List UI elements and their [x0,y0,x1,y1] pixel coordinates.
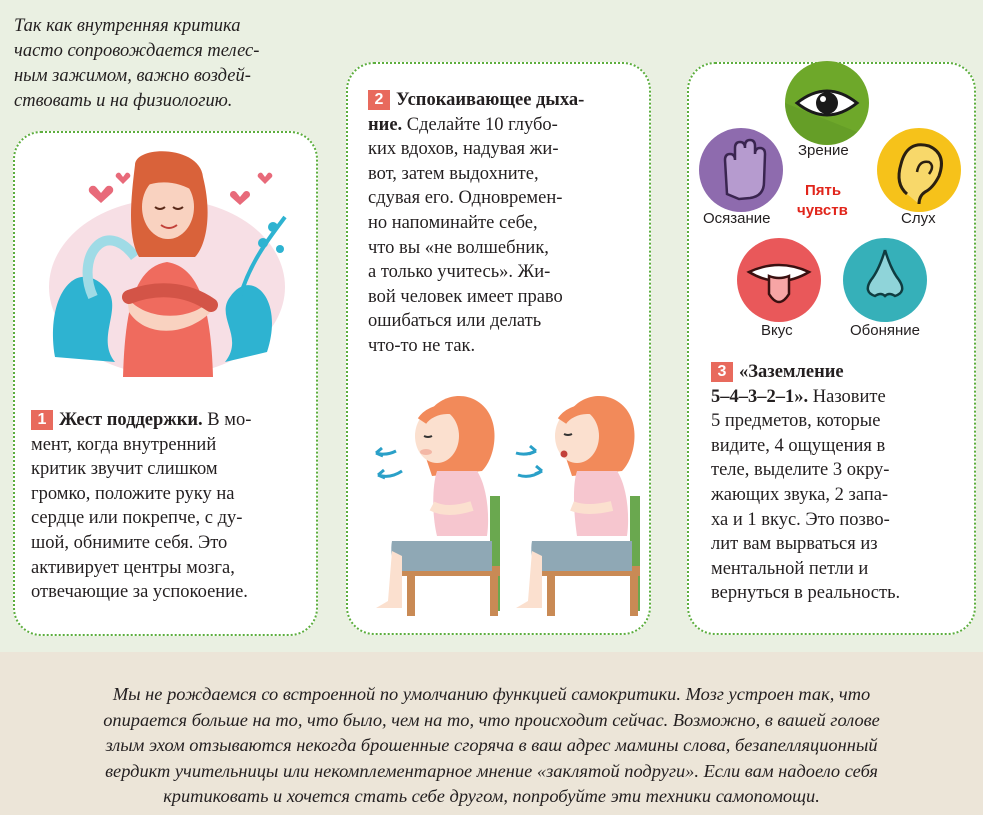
card2-line: но напоминайте себе, [368,212,538,233]
nose-icon [843,238,927,322]
card3-text [711,360,973,606]
card1-line: мент, когда внутренний [31,434,217,455]
card1-line: шой, обнимите себя. Это [31,532,228,553]
eye-icon [785,61,869,145]
intro-line: часто сопровождается телес- [14,41,260,61]
card2-line: что вы «не волшебник, [368,237,549,258]
card3-line: 5 предметов, которые [711,411,881,432]
bottom-summary [0,652,983,815]
card1-line: активирует центры мозга, [31,557,235,578]
card1-line: сердце или покрепче, с ду- [31,508,243,529]
card2-line: ошибаться или делать [368,311,542,332]
card2-line: ких вдохов, надувая жи- [368,139,559,160]
card2-line: а только учитесь». Жи- [368,262,551,283]
intro-text [14,14,314,114]
card2-title: Успокаивающее дыха- [396,90,585,110]
intro-line: Так как внутренняя критика [14,16,241,36]
tongue-icon [737,238,821,322]
summary-line: опирается больше на то, что было, чем на то, что происходит сейчас. Возможно, в вашей голове [103,709,880,730]
card1-line: отвечающие за успокоение. [31,582,248,603]
five-senses-diagram [689,64,978,349]
card3-line: ментальной петли и [711,558,869,579]
ear-icon [877,128,961,212]
hand-icon [699,128,783,212]
summary-line: Мы не рождаемся со встроенной по умолчанию функцией самокритики. Мозг устроен так, что [112,684,871,704]
intro-line: ствовать и на физиологию. [14,91,233,111]
card3-line: Назовите [808,386,886,407]
summary-line: критиковать и хочется стать себе другом, попробуйте эти техники самопомощи. [163,786,820,806]
step-number-badge: 1 [31,410,53,430]
card2-line: что-то не так. [368,335,476,356]
card3-line: теле, выделите 3 окру- [711,460,890,481]
card1-title: Жест поддержки. [59,410,203,430]
card2-line: сдувая его. Одновремен- [368,188,563,209]
card3-line: видите, 4 ощущения в [711,435,886,456]
senses-title: Пять [805,182,842,199]
card2-title: ние. [368,114,403,135]
card2-line: Сделайте 10 глубо- [402,114,558,135]
summary-line: злым эхом отзываются некогда брошенные сгоряча в ваш адрес мамины слова, безапелляционный [105,735,878,755]
card3-line: ха и 1 вкус. Это позво- [711,509,890,530]
card-grounding [687,62,976,635]
card3-title: «Заземление [739,362,844,382]
card1-line: В мо- [202,410,252,430]
card3-title: 5–4–3–2–1». [711,386,809,407]
card3-line: жающих звука, 2 запа- [711,484,889,505]
step-number-badge: 3 [711,362,733,382]
card2-line: вот, затем выдохните, [368,163,539,184]
card1-line: критик звучит слишком [31,459,218,480]
summary-text [24,682,959,810]
card1-line: громко, положите руку на [31,483,235,504]
sense-label-taste: Вкус [761,322,793,339]
sense-label-hearing: Слух [901,210,936,227]
woman-hugging-self-illustration [35,147,297,379]
card-calming-breath [346,62,651,635]
card1-text [31,408,311,605]
intro-line: ным зажимом, важно воздей- [14,66,251,86]
girl-inhale [376,396,500,616]
senses-title: чувств [797,202,848,219]
girl-exhale [516,396,640,616]
card-support-gesture [13,131,318,636]
sense-label-sight: Зрение [798,142,849,159]
step-number-badge: 2 [368,90,390,110]
card2-text [368,88,648,359]
card3-line: вернуться в реальность. [711,583,901,604]
card2-line: вой человек имеет право [368,286,563,307]
summary-line: вердикт учительницы или некомплементарное мнение «заклятой подруги». Если вам надоело себя [105,760,878,781]
card3-line: лит вам вырваться из [711,534,878,555]
breathing-girls-illustration [362,376,642,621]
sense-label-touch: Осязание [703,210,771,227]
sense-label-smell: Обоняние [850,322,921,339]
